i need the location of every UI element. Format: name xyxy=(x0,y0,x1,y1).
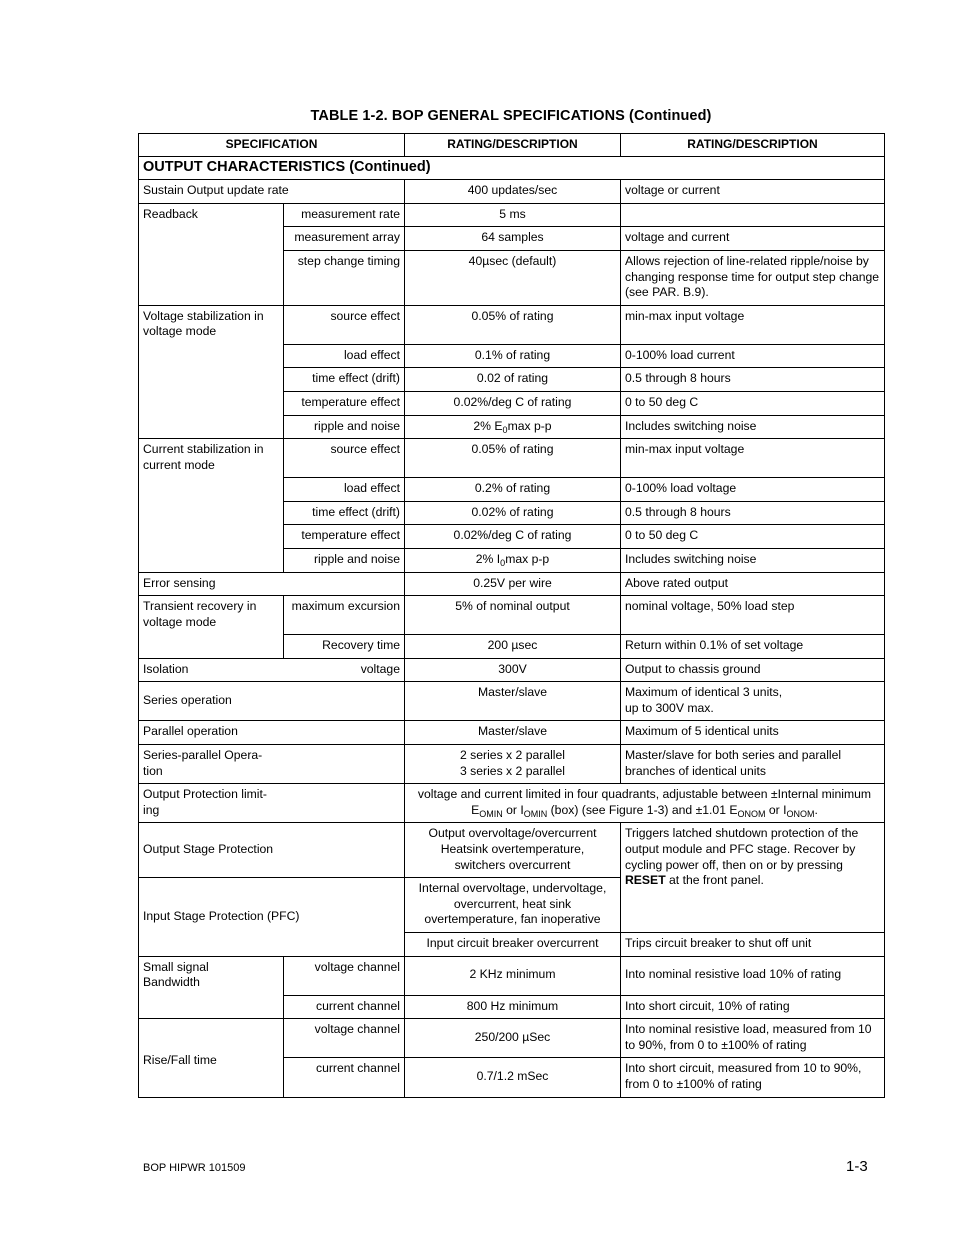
desc-cell: Into short circuit, measured from 10 to 90%, from 0 to ±100% of rating xyxy=(621,1058,885,1097)
sub-spec-cell: current channel xyxy=(284,1058,405,1097)
rating-cell: 5% of nominal output xyxy=(405,596,621,635)
rating-text: 2% E xyxy=(473,418,503,433)
desc-cell: 0 to 50 deg C xyxy=(621,525,885,549)
desc-cell xyxy=(621,682,885,721)
rating-cell: 300V xyxy=(405,658,621,682)
desc-cell: Allows rejection of line-related ripple/noise by changing response time for output step change (see PAR. B.9). xyxy=(621,250,885,305)
rating-line: overtemperature, fan inoperative xyxy=(424,912,601,927)
rating-cell: 800 Hz minimum xyxy=(405,995,621,1019)
rating-line: overcurrent, heat sink xyxy=(453,896,572,911)
table-row xyxy=(139,596,885,635)
rating-text: (box) (see Figure 1-3) and ±1.01 E xyxy=(547,802,738,817)
subscript: OMIN xyxy=(479,808,503,819)
rating-text: or I xyxy=(765,802,787,817)
spec-cell xyxy=(139,784,405,823)
table-row xyxy=(139,682,885,721)
rating-cell: 0.02%/deg C of rating xyxy=(405,525,621,549)
table-row xyxy=(139,823,885,878)
spec-line: Series-parallel Opera- xyxy=(143,748,263,763)
spec-cell xyxy=(139,956,284,1019)
rating-cell: 0.05% of rating xyxy=(405,305,621,344)
rating-cell: 0.02%/deg C of rating xyxy=(405,391,621,415)
subscript: ONOM xyxy=(737,808,766,819)
desc-cell: Into nominal resistive load 10% of rating xyxy=(621,956,885,995)
rating-cell: 0.02 of rating xyxy=(405,368,621,392)
table-row xyxy=(139,784,885,823)
sub-spec-cell: voltage xyxy=(284,658,405,682)
sub-spec-cell: maximum excursion xyxy=(284,596,405,635)
header-row xyxy=(139,134,885,157)
rating-cell xyxy=(405,548,621,572)
specifications-table xyxy=(138,133,885,1098)
desc-cell: Above rated output xyxy=(621,572,885,596)
spec-cell: Isolation xyxy=(139,658,284,682)
rating-text: max p-p xyxy=(507,418,552,433)
table-row xyxy=(139,572,885,596)
sub-spec-cell: load effect xyxy=(284,478,405,502)
rating-text: 2% I xyxy=(475,551,501,566)
table-row xyxy=(139,439,885,478)
subscript: 0 xyxy=(500,557,506,568)
rating-cell: 0.25V per wire xyxy=(405,572,621,596)
desc-text: Triggers latched shutdown protection of the output module and PFC stage. Recover by cycling power off, then on or by pressing xyxy=(625,826,859,872)
rating-text: E xyxy=(471,802,480,817)
desc-cell: min-max input voltage xyxy=(621,439,885,478)
spec-cell: Rise/Fall time xyxy=(139,1019,284,1097)
rating-cell xyxy=(405,878,621,933)
desc-cell: Output to chassis ground xyxy=(621,658,885,682)
rating-cell: 200 µsec xyxy=(405,635,621,659)
desc-cell: Into short circuit, 10% of rating xyxy=(621,995,885,1019)
table-row xyxy=(139,658,885,682)
sub-spec-cell: source effect xyxy=(284,305,405,344)
rating-cell: 2 KHz minimum xyxy=(405,956,621,995)
subscript: ONOM xyxy=(786,808,815,819)
table-row xyxy=(139,203,885,227)
rating-cell: 0.1% of rating xyxy=(405,344,621,368)
spec-cell: Transient recovery in voltage mode xyxy=(139,596,284,659)
rating-cell: 400 updates/sec xyxy=(405,180,621,204)
desc-cell: Includes switching noise xyxy=(621,548,885,572)
page-number: 1-3 xyxy=(846,1158,868,1175)
rating-cell: 64 samples xyxy=(405,227,621,251)
spec-line: Bandwidth xyxy=(143,975,200,990)
rating-line: voltage and current limited in four quadrants, adjustable between ±Internal minimum xyxy=(417,787,872,802)
spec-cell: Series operation xyxy=(139,682,405,721)
sub-spec-cell: load effect xyxy=(284,344,405,368)
spec-cell: Current stabilization in current mode xyxy=(139,439,284,572)
desc-cell: Return within 0.1% of set voltage xyxy=(621,635,885,659)
rating-text: . xyxy=(814,802,818,817)
rating-line: Internal overvoltage, undervoltage, xyxy=(418,881,607,896)
rating-cell xyxy=(405,745,621,784)
rating-line: 3 series x 2 parallel xyxy=(460,763,565,778)
rating-line: Heatsink overtemperature, xyxy=(440,842,585,857)
header-specification: SPECIFICATION xyxy=(139,134,405,157)
header-rating: RATING/DESCRIPTION xyxy=(405,134,621,157)
rating-line: Output overvoltage/overcurrent xyxy=(428,826,597,841)
desc-cell: min-max input voltage xyxy=(621,305,885,344)
subscript: OMIN xyxy=(523,808,548,819)
spec-line: tion xyxy=(143,763,163,778)
desc-cell: 0-100% load voltage xyxy=(621,478,885,502)
spec-line: Small signal xyxy=(143,959,209,974)
rating-cell: 5 ms xyxy=(405,203,621,227)
sub-spec-cell: temperature effect xyxy=(284,391,405,415)
spec-cell: Readback xyxy=(139,203,284,305)
desc-cell: 0.5 through 8 hours xyxy=(621,501,885,525)
sub-spec-cell: measurement array xyxy=(284,227,405,251)
rating-text: or I xyxy=(502,802,524,817)
desc-cell: voltage and current xyxy=(621,227,885,251)
desc-cell xyxy=(621,823,885,933)
table-row xyxy=(139,180,885,204)
desc-cell: Master/slave for both series and parallel branches of identical units xyxy=(621,745,885,784)
spec-cell: Parallel operation xyxy=(139,721,405,745)
spec-cell: Sustain Output update rate xyxy=(139,180,405,204)
desc-cell: Includes switching noise xyxy=(621,415,885,439)
sub-spec-cell: voltage channel xyxy=(284,1019,405,1058)
section-row xyxy=(139,156,885,180)
table-row xyxy=(139,1019,885,1058)
rating-cell: 0.7/1.2 mSec xyxy=(405,1058,621,1097)
table-row xyxy=(139,305,885,344)
sub-spec-cell: time effect (drift) xyxy=(284,368,405,392)
desc-cell: Trips circuit breaker to shut off unit xyxy=(621,933,885,957)
rating-cell: 250/200 µSec xyxy=(405,1019,621,1058)
desc-text: at the front panel. xyxy=(665,873,764,888)
rating-cell: Input circuit breaker overcurrent xyxy=(405,933,621,957)
sub-spec-cell: step change timing xyxy=(284,250,405,305)
sub-spec-cell: current channel xyxy=(284,995,405,1019)
desc-cell: 0.5 through 8 hours xyxy=(621,368,885,392)
reset-keyword: RESET xyxy=(625,873,666,888)
spec-cell xyxy=(139,745,405,784)
footer-doc-id: BOP HIPWR 101509 xyxy=(143,1162,246,1174)
desc-line: Maximum of identical 3 units, xyxy=(625,685,783,700)
rating-cell xyxy=(405,823,621,878)
desc-cell xyxy=(621,203,885,227)
sub-spec-cell: measurement rate xyxy=(284,203,405,227)
header-description: RATING/DESCRIPTION xyxy=(621,134,885,157)
rating-cell: Master/slave xyxy=(405,682,621,721)
sub-spec-cell: source effect xyxy=(284,439,405,478)
rating-cell: 0.2% of rating xyxy=(405,478,621,502)
sub-spec-cell: temperature effect xyxy=(284,525,405,549)
desc-cell: 0-100% load current xyxy=(621,344,885,368)
desc-cell: nominal voltage, 50% load step xyxy=(621,596,885,635)
sub-spec-cell: Recovery time xyxy=(284,635,405,659)
table-row xyxy=(139,721,885,745)
sub-spec-cell: ripple and noise xyxy=(284,548,405,572)
desc-line: up to 300V max. xyxy=(625,700,714,715)
rating-line: switchers overcurrent xyxy=(454,857,571,872)
rating-cell: 0.05% of rating xyxy=(405,439,621,478)
rating-line xyxy=(409,803,880,819)
subscript: 0 xyxy=(502,424,508,435)
rating-cell: 40µsec (default) xyxy=(405,250,621,305)
spec-line: Output Protection limit- xyxy=(143,787,267,802)
desc-cell: Into nominal resistive load, measured from 10 to 90%, from 0 to ±100% of rating xyxy=(621,1019,885,1058)
rating-cell xyxy=(405,415,621,439)
spec-line: ing xyxy=(143,802,160,817)
spec-cell: Voltage stabilization in voltage mode xyxy=(139,305,284,438)
table-row xyxy=(139,956,885,995)
desc-cell: 0 to 50 deg C xyxy=(621,391,885,415)
spec-cell: Input Stage Protection (PFC) xyxy=(139,878,405,956)
section-title: OUTPUT CHARACTERISTICS (Continued) xyxy=(139,156,885,180)
rating-cell: 0.02% of rating xyxy=(405,501,621,525)
spec-cell: Output Stage Protection xyxy=(139,823,405,878)
rating-text: max p-p xyxy=(505,551,550,566)
rating-cell: Master/slave xyxy=(405,721,621,745)
sub-spec-cell: voltage channel xyxy=(284,956,405,995)
desc-cell: Maximum of 5 identical units xyxy=(621,721,885,745)
table-title: TABLE 1-2. BOP GENERAL SPECIFICATIONS (Continued) xyxy=(310,108,712,124)
table-row xyxy=(139,745,885,784)
sub-spec-cell: ripple and noise xyxy=(284,415,405,439)
desc-cell: voltage or current xyxy=(621,180,885,204)
spec-cell: Error sensing xyxy=(139,572,405,596)
sub-spec-cell: time effect (drift) xyxy=(284,501,405,525)
rating-cell xyxy=(405,784,885,823)
rating-line: 2 series x 2 parallel xyxy=(460,748,565,763)
